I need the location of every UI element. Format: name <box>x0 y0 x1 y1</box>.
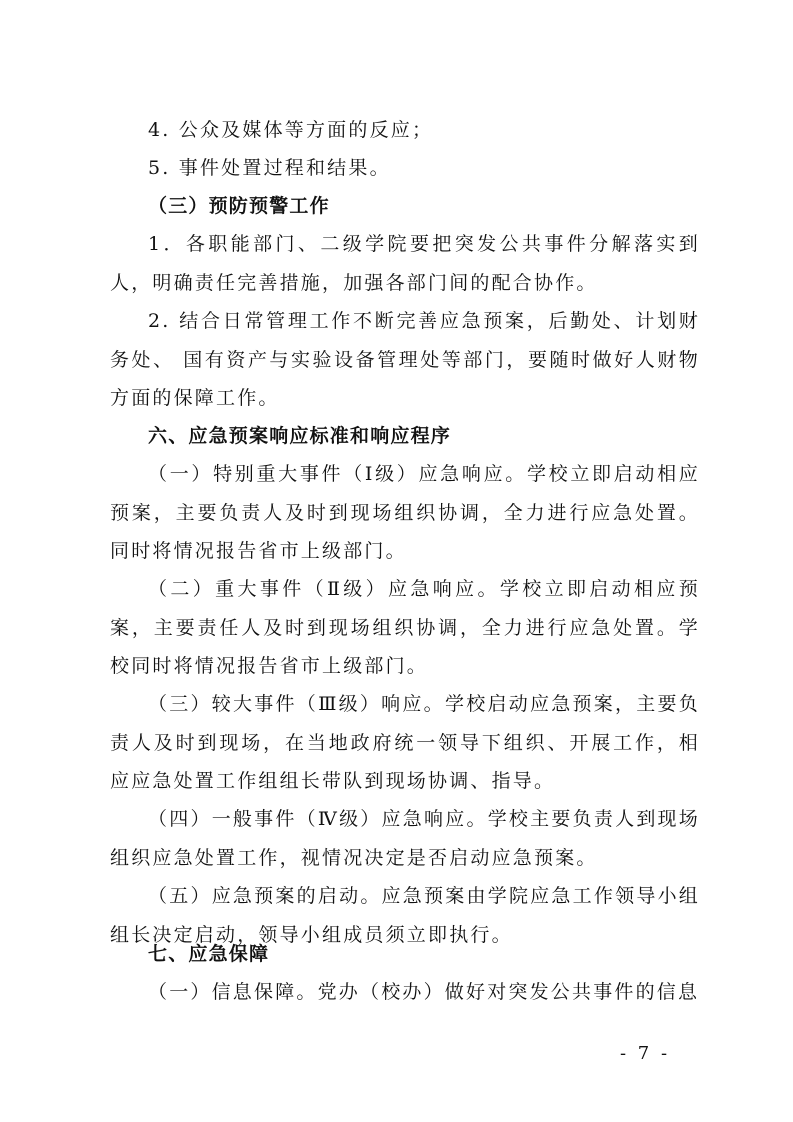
section-heading-response: 六、应急预案响应标准和响应程序 <box>148 425 452 447</box>
paragraph-prevention-1: 1．各职能部门、二级学院要把突发公共事件分解落实到人，明确责任完善措施，加强各部门间的配合协作。 <box>110 233 700 294</box>
section-heading-emergency-support: 七、应急保障 <box>148 943 270 965</box>
paragraph-plan-activation: （五）应急预案的启动。应急预案由学院应急工作领导小组组长决定启动，领导小组成员须立即执行。 <box>110 885 700 946</box>
subheading-prevention-warning: （三）预防预警工作 <box>148 195 330 217</box>
paragraph-level-1-response: （一）特别重大事件（Ⅰ级）应急响应。学校立即启动相应预案，主要负责人及时到现场组织协调，全力进行应急处置。同时将情况报告省市上级部门。 <box>110 463 700 562</box>
page-number: - 7 - <box>619 1043 671 1064</box>
paragraph-item-5: 5. 事件处置过程和结果。 <box>148 157 391 179</box>
paragraph-level-4-response: （四）一般事件（Ⅳ级）应急响应。学校主要负责人到现场组织应急处置工作，视情况决定是否启动应急预案。 <box>110 808 700 869</box>
paragraph-level-2-response: （二）重大事件（Ⅱ级）应急响应。学校立即启动相应预案，主要责任人及时到现场组织协调，全力进行应急处置。学校同时将情况报告省市上级部门。 <box>110 578 700 677</box>
paragraph-item-4: 4. 公众及媒体等方面的反应； <box>148 119 434 141</box>
paragraph-level-3-response: （三）较大事件（Ⅲ级）响应。学校启动应急预案，主要负责人及时到现场，在当地政府统一领导下组织、开展工作，相应应急处置工作组组长带队到现场协调、指导。 <box>110 693 700 792</box>
paragraph-prevention-2: 2. 结合日常管理工作不断完善应急预案，后勤处、计划财务处、 国有资产与实验设备管理处等部门，要随时做好人财物方面的保障工作。 <box>110 310 700 409</box>
paragraph-information-support: （一）信息保障。党办（校办）做好对突发公共事件的信息 <box>148 981 700 1003</box>
